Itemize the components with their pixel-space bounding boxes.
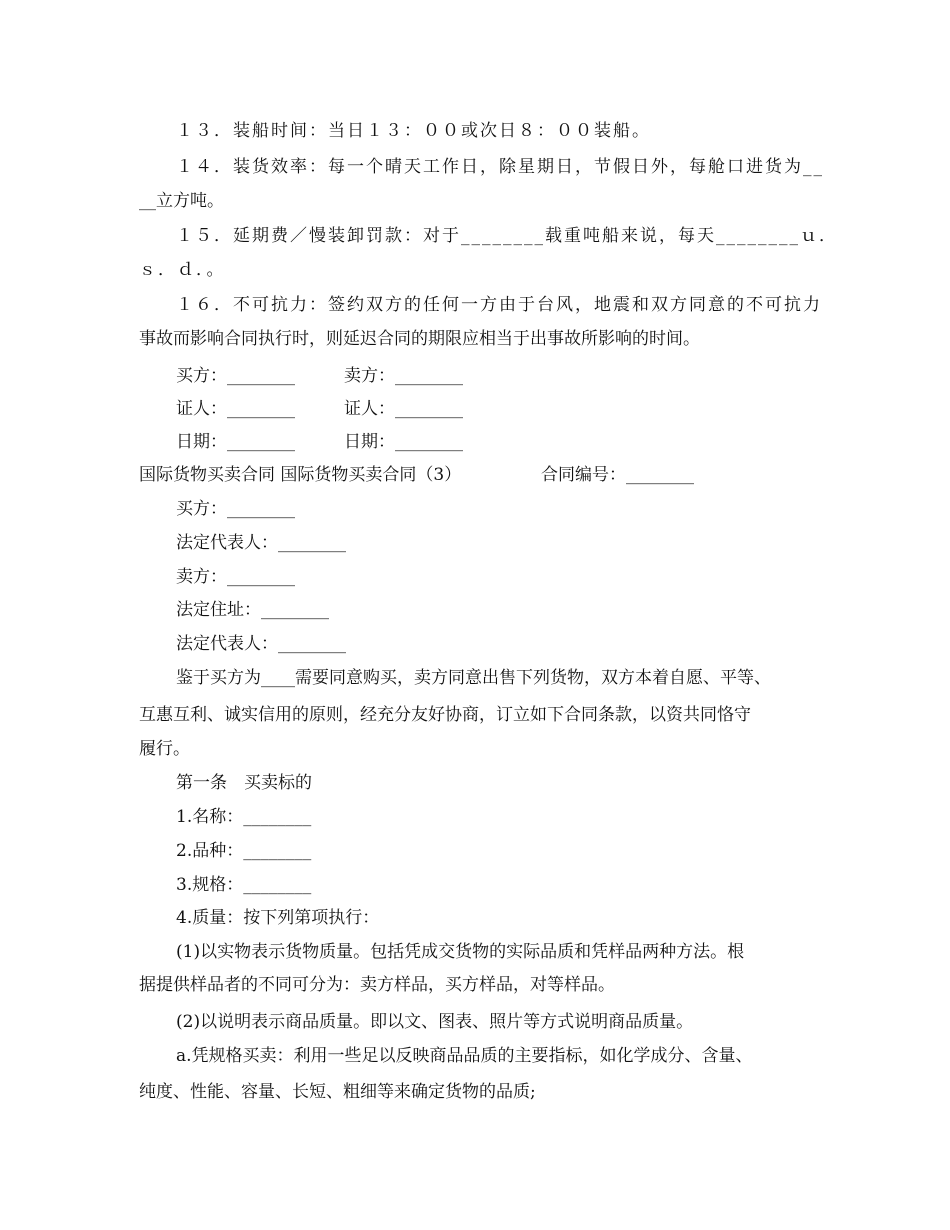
contract-title: 国际货物买卖合同 国际货物买卖合同（3） [139, 465, 462, 485]
clause-16-line2: 事故而影响合同执行时，则延迟合同的期限应相当于出事故所影响的时间。 [139, 329, 700, 349]
item-quality: 4.质量：按下列第项执行： [176, 908, 380, 928]
party-buyer: 买方：________ [176, 499, 295, 519]
signature-date-2: 日期：________ [344, 432, 463, 452]
clause-15-line2: ｓ．ｄ．。 [139, 260, 226, 280]
buyer-legal-representative: 法定代表人：________ [176, 533, 346, 553]
signature-seller: 卖方：________ [344, 366, 463, 386]
preamble-line3: 履行。 [139, 739, 190, 759]
clause-16-line1: １６．不可抗力：签约双方的任何一方由于台风，地震和双方同意的不可抗力 [176, 295, 822, 315]
clause-15-line1: １５．延期费／慢装卸罚款：对于________载重吨船来说，每天________ｕ． [176, 226, 838, 246]
quality-a-line1: a.凭规格买卖：利用一些足以反映商品品质的主要指标，如化学成分、含量、 [176, 1046, 753, 1066]
preamble-line2: 互惠互利、诚实信用的原则，经充分友好协商，订立如下合同条款，以资共同恪守 [139, 705, 751, 725]
preamble-line1: 鉴于买方为____需要同意购买，卖方同意出售下列货物，双方本着自愿、平等、 [176, 668, 771, 688]
signature-date-1: 日期：________ [176, 432, 295, 452]
quality-1-line1: (1)以实物表示货物质量。包括凭成交货物的实际品质和凭样品两种方法。根 [176, 942, 745, 962]
item-variety: 2.品种：________ [176, 841, 312, 861]
signature-witness-1: 证人：________ [176, 399, 295, 419]
signature-buyer: 买方：________ [176, 366, 295, 386]
clause-14-line2: __立方吨。 [139, 191, 224, 211]
clause-13: １３．装船时间：当日１３：００或次日８：００装船。 [176, 121, 651, 141]
quality-2: (2)以说明表示商品质量。即以文、图表、照片等方式说明商品质量。 [176, 1012, 694, 1032]
quality-a-line2: 纯度、性能、容量、长短、粗细等来确定货物的品质; [139, 1082, 536, 1102]
seller-legal-address: 法定住址：________ [176, 600, 329, 620]
signature-witness-2: 证人：________ [344, 399, 463, 419]
article-1-heading: 第一条 买卖标的 [176, 773, 312, 793]
seller-legal-representative: 法定代表人：________ [176, 634, 346, 654]
party-seller: 卖方：________ [176, 567, 295, 587]
clause-14-line1: １４．装货效率：每一个晴天工作日，除星期日，节假日外，每舱口进货为__ [176, 157, 824, 177]
quality-1-line2: 据提供样品者的不同可分为：卖方样品，买方样品，对等样品。 [139, 975, 615, 995]
item-specification: 3.规格：________ [176, 875, 312, 895]
item-name: 1.名称：________ [176, 807, 312, 827]
contract-number: 合同编号：________ [541, 465, 694, 485]
